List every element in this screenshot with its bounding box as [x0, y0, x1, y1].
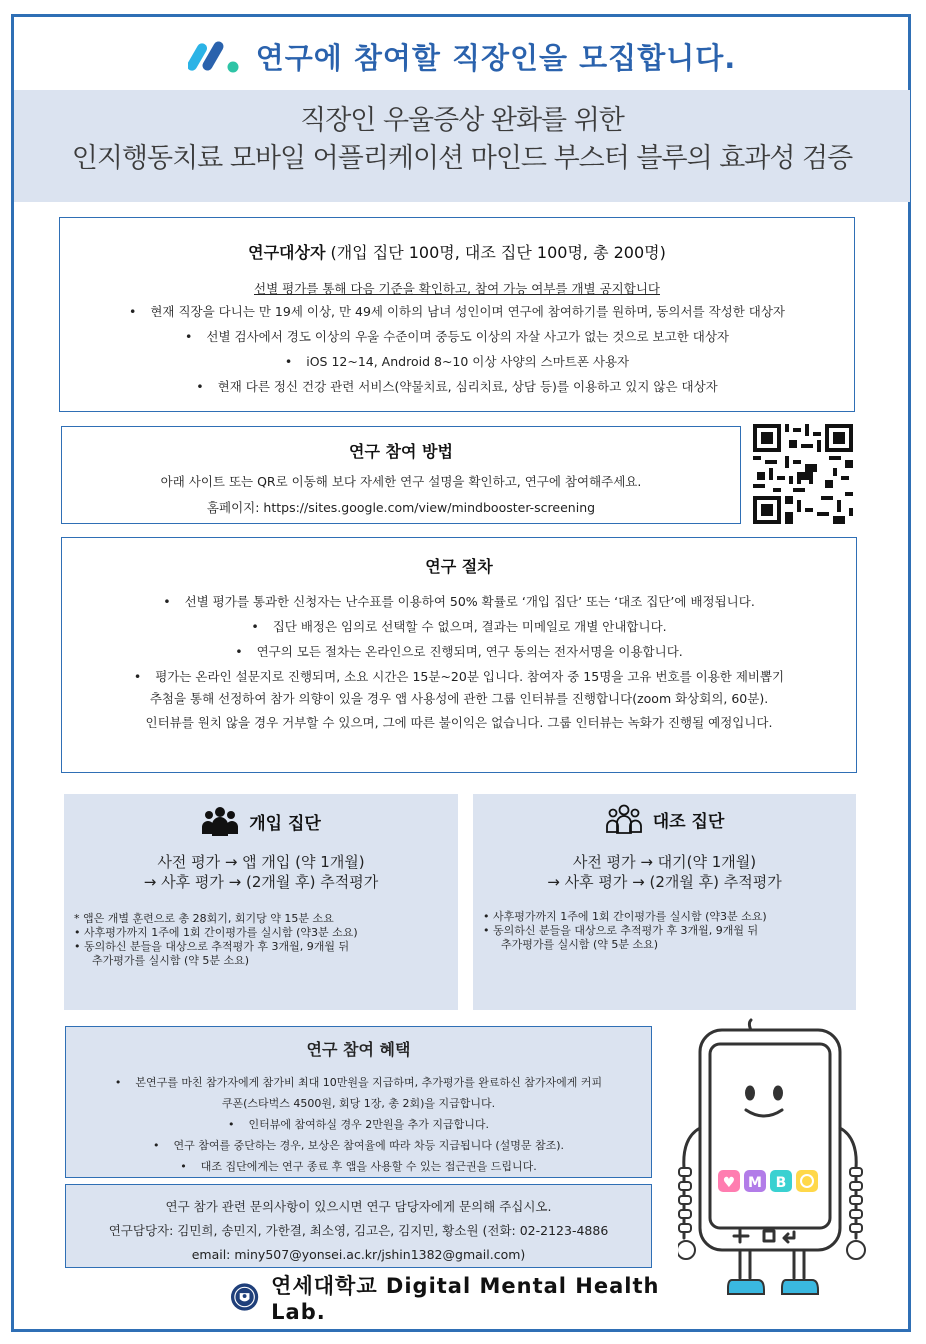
footer: [230, 1274, 710, 1324]
group-people-icon: [201, 806, 239, 836]
target-heading-label: 연구대상자: [248, 243, 326, 262]
target-heading: [60, 240, 854, 263]
list-item: • iOS 12~14, Android 8~10 이상 사양의 스마트폰 사용자: [60, 353, 854, 370]
svg-text:♥: ♥: [722, 1175, 736, 1191]
target-criteria-list: [60, 303, 854, 395]
target-participants-box: [59, 217, 855, 412]
benefits-box: [65, 1026, 652, 1178]
list-item: • 집단 배정은 임의로 선택할 수 없으며, 결과는 미메일로 개별 안내합니다.: [62, 618, 856, 635]
target-note: 선별 평가를 통해 다음 기준을 확인하고, 참여 가능 여부를 개별 공지합니다: [254, 281, 660, 296]
list-item: • 현재 다른 정신 건강 관련 서비스(약물치료, 심리치료, 상담 등)를 이용하고 있지 않은 대상자: [60, 378, 854, 395]
procedure-list: [62, 593, 856, 685]
intervention-flow: [64, 852, 458, 892]
intervention-flow-line1: 사전 평가 → 앱 개입 (약 1개월): [157, 853, 365, 871]
benefits-heading: 연구 참여 혜택: [306, 1040, 411, 1059]
lab-name: 연세대학교 Digital Mental Health Lab.: [271, 1274, 660, 1324]
intervention-note: • 동의하신 분들을 대상으로 추적평가 후 3개월, 9개월 뒤: [74, 940, 350, 953]
control-group-box: [473, 794, 856, 1010]
benefits-list: [66, 1072, 651, 1177]
intervention-group-box: [64, 794, 458, 1010]
list-item: • 연구의 모든 절차는 온라인으로 진행되며, 연구 동의는 전자서명을 이용합니다.: [62, 643, 856, 660]
list-item: • 인터뷰에 참여하실 경우 2만원을 추가 지급합니다.: [228, 1118, 489, 1131]
mascot-badge-m: M: [748, 1175, 762, 1191]
mascot-badge-b: B: [775, 1175, 787, 1191]
contact-line1: 연구 참가 관련 문의사항이 있으시면 연구 담당자에게 문의해 주십시오.: [165, 1199, 552, 1214]
method-text: 아래 사이트 또는 QR로 이동해 보다 자세한 연구 설명을 확인하고, 연구에 참여해주세요.: [160, 474, 642, 489]
intervention-notes: [64, 912, 458, 968]
list-item: • 연구 참여를 중단하는 경우, 보상은 참여율에 따라 차등 지급됩니다 (설명문 참조).: [152, 1139, 565, 1152]
method-heading: 연구 참여 방법: [349, 442, 453, 461]
benefit-text: 대조 집단에게는 연구 종료 후 앱을 사용할 수 있는 접근권을 드립니다.: [200, 1160, 537, 1173]
page-title: 연구에 참여할 직장인을 모집합니다.: [255, 40, 737, 75]
intervention-note: 추가평가를 실시함 (약 5분 소요): [92, 954, 250, 967]
contact-line2: 연구담당자: 김민희, 송민지, 가한결, 최소영, 김고은, 김지민, 황소원 (전화: 02-2123-4886: [108, 1223, 609, 1238]
list-item: 쿠폰(스타벅스 4500원, 회당 1장, 총 2회)을 지급합니다.: [221, 1097, 496, 1110]
procedure-continued-1: 추첨을 통해 선정하여 참가 의향이 있을 경우 앱 사용성에 관한 그룹 인터뷰를 진행합니다(zoom 화상회의, 60분).: [149, 691, 769, 706]
control-note: • 사후평가까지 1주에 1회 간이평가를 실시함 (약3분 소요): [483, 910, 767, 923]
control-group-label: 대조 집단: [652, 811, 725, 832]
study-title-line2: 인지행동치료 모바일 어플리케이션 마인드 부스터 블루의 효과성 검증: [71, 143, 853, 174]
benefit-text: 인터뷰에 참여하실 경우 2만원을 추가 지급합니다.: [248, 1118, 489, 1131]
procedure-continued-2: 인터뷰를 원치 않을 경우 거부할 수 있으며, 그에 따른 불이익은 없습니다. 그룹 인터뷰는 녹화가 진행될 예정입니다.: [145, 715, 773, 730]
list-item: • 본연구를 마친 참가자에게 참가비 최대 10만원을 지급하며, 추가평가를 완료하신 참가자에게 커피: [114, 1076, 603, 1089]
intervention-note: * 앱은 개별 훈련으로 총 28회기, 회기당 약 15분 소요: [74, 912, 334, 925]
list-item: • 대조 집단에게는 연구 종료 후 앱을 사용할 수 있는 접근권을 드립니다.: [180, 1160, 537, 1173]
control-flow-line1: 사전 평가 → 대기(약 1개월): [572, 853, 757, 871]
contact-box: [65, 1184, 652, 1268]
procedure-heading: 연구 절차: [425, 557, 493, 576]
list-item: • 평가는 온라인 설문지로 진행되며, 소요 시간은 15분~20분 입니다. 참여자 중 15명을 고유 번호를 이용한 제비뽑기: [62, 668, 856, 685]
homepage-link[interactable]: 홈페이지: https://sites.google.com/view/mindbooster-screening: [206, 500, 596, 515]
procedure-box: [61, 537, 857, 773]
list-item: • 선별 평가를 통과한 신청자는 난수표를 이용하여 50% 확률로 ‘개입 집단’ 또는 ‘대조 집단’에 배정됩니다.: [62, 593, 856, 610]
intervention-flow-line2: → 사후 평가 → (2개월 후) 추적평가: [143, 873, 379, 891]
study-title-band: [14, 90, 910, 202]
header: [14, 24, 910, 88]
list-item: • 선별 검사에서 경도 이상의 우울 수준이며 중등도 이상의 자살 사고가 없는 것으로 보고한 대상자: [60, 328, 854, 345]
benefit-text: 본연구를 마친 참가자에게 참가비 최대 10만원을 지급하며, 추가평가를 완료하신 참가자에게 커피: [135, 1076, 603, 1089]
control-flow: [473, 852, 856, 892]
intervention-group-label: 개입 집단: [249, 813, 321, 834]
control-group-title: [473, 804, 856, 834]
benefit-text: 연구 참여를 중단하는 경우, 보상은 참여율에 따라 차등 지급됩니다 (설명문 참조).: [173, 1139, 565, 1152]
phone-mascot-icon: [678, 1018, 888, 1298]
group-people-outline-icon: [605, 804, 643, 834]
app-logo-icon: [188, 36, 244, 76]
participation-method-box: [61, 426, 741, 524]
target-heading-detail: (개입 집단 100명, 대조 집단 100명, 총 200명): [325, 243, 666, 262]
study-title-line1: 직장인 우울증상 완화를 위한: [300, 105, 624, 136]
control-notes: [473, 910, 856, 952]
qr-code-icon[interactable]: [753, 424, 853, 524]
control-note: 추가평가를 실시함 (약 5분 소요): [501, 938, 659, 951]
control-note: • 동의하신 분들을 대상으로 추적평가 후 3개월, 9개월 뒤: [483, 924, 759, 937]
control-flow-line2: → 사후 평가 → (2개월 후) 추적평가: [547, 873, 782, 891]
contact-email[interactable]: email: miny507@yonsei.ac.kr/jshin1382@gmail.com): [191, 1247, 526, 1262]
intervention-note: • 사후평가까지 1주에 1회 간이평가를 실시함 (약3분 소요): [74, 926, 358, 939]
list-item: • 현재 직장을 다니는 만 19세 이상, 만 49세 이하의 남녀 성인이며 연구에 참여하기를 원하며, 동의서를 작성한 대상자: [60, 303, 854, 320]
intervention-group-title: [64, 806, 458, 836]
university-seal-icon: [230, 1282, 259, 1312]
